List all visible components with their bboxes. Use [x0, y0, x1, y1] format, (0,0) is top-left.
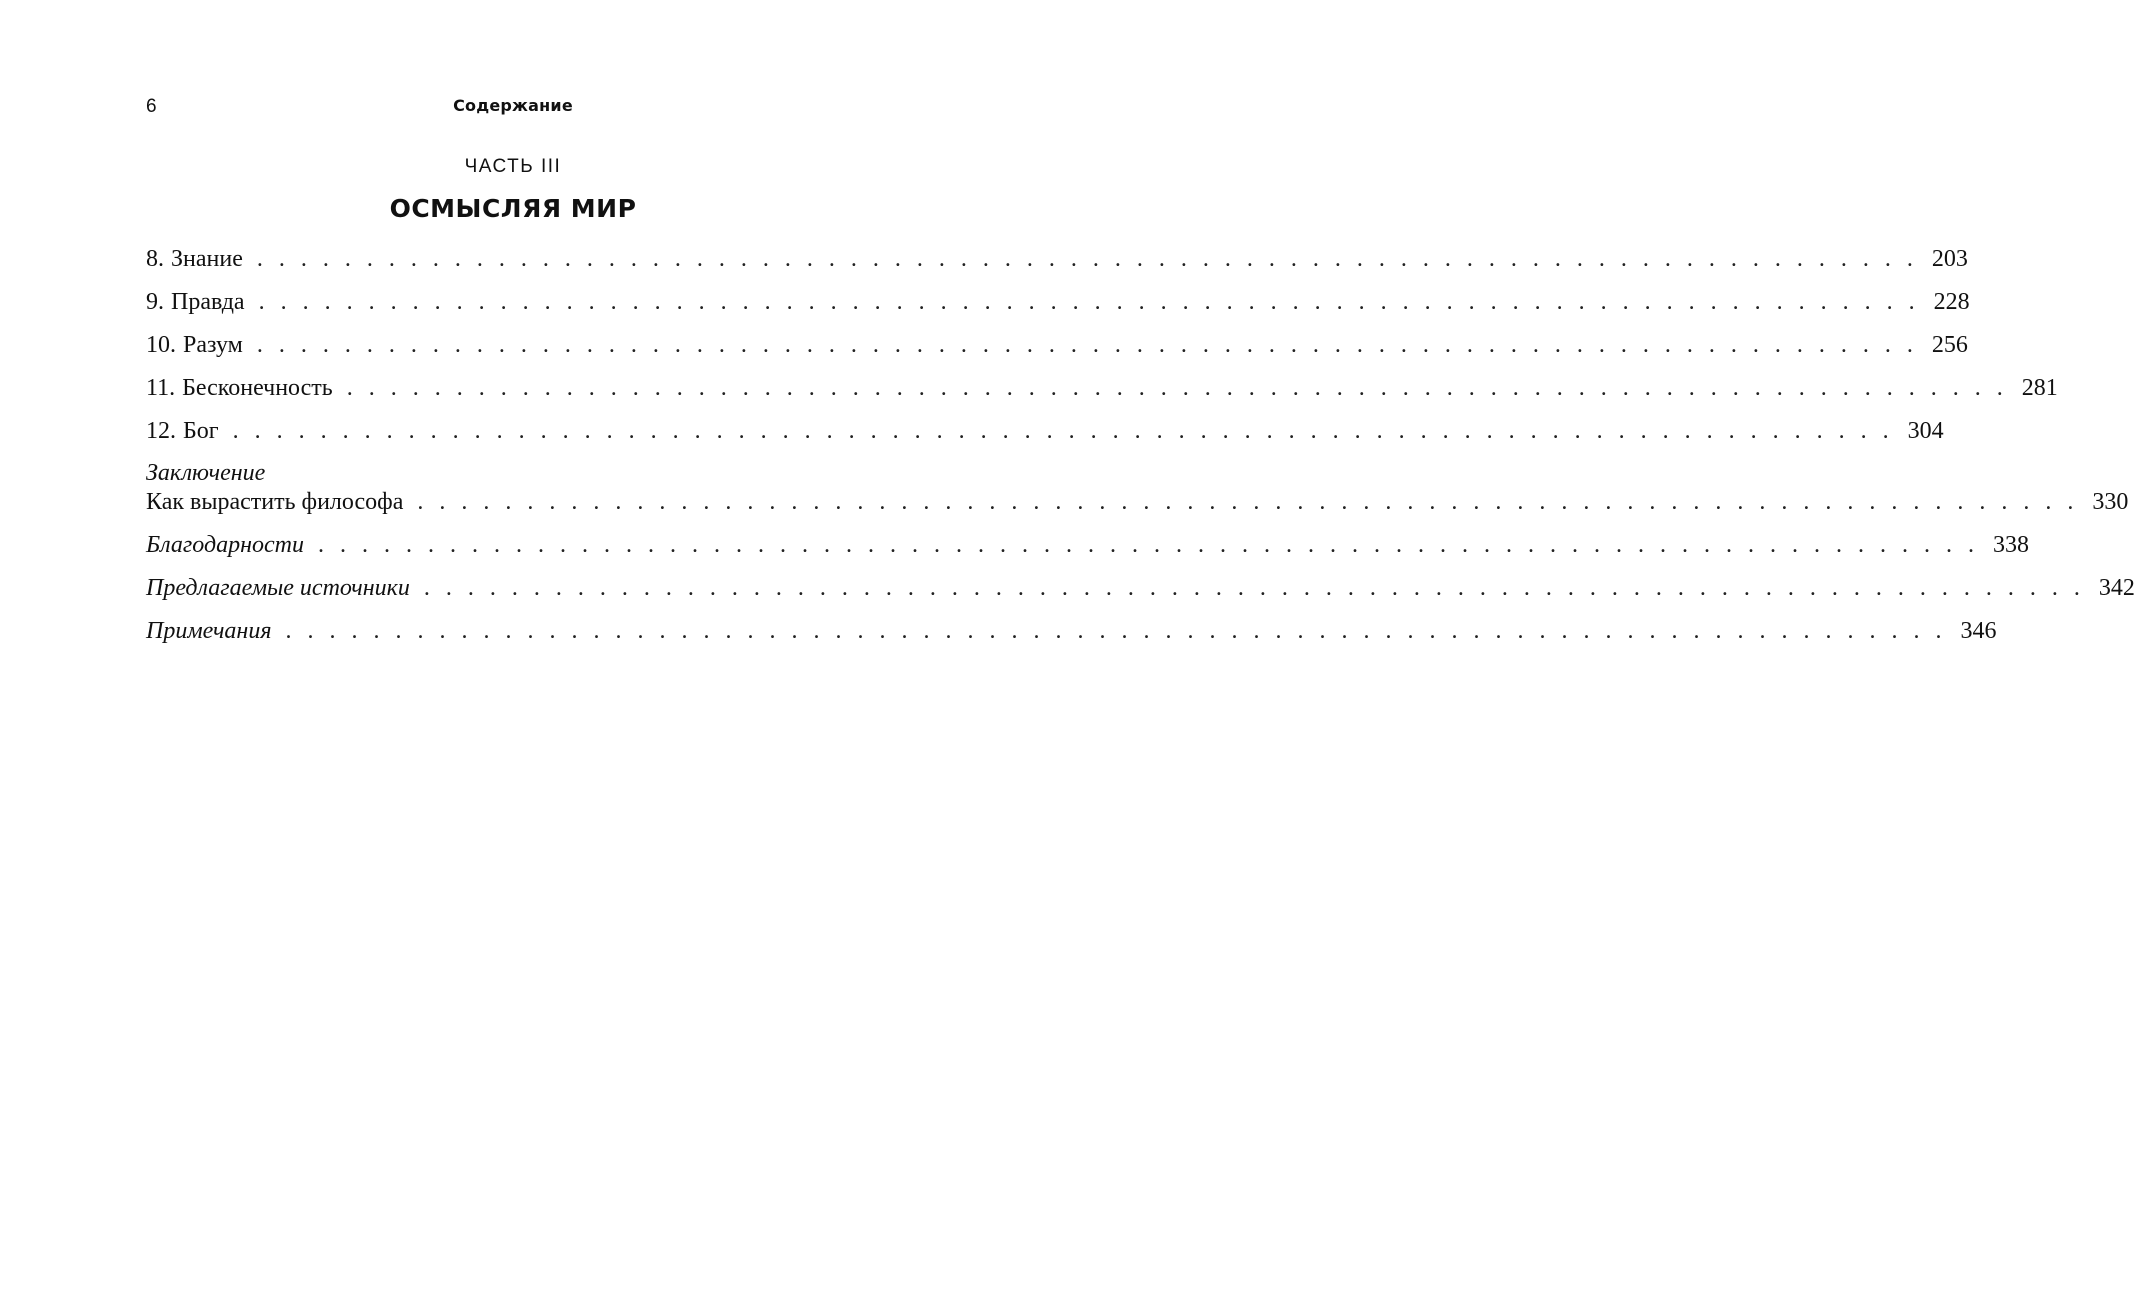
- chapter-title: Бесконечность: [182, 375, 333, 401]
- back-matter-title: Благодарности: [146, 532, 304, 558]
- chapter-page: 304: [1907, 418, 1944, 444]
- conclusion-label: Заключение: [146, 460, 266, 486]
- dot-leader: . . . . . . . . . . . . . . . . . . . . . . . . . . . . . . . . . . . . . . . . . . . . . . . . . . . . . . . . . . . . . . . . . . . . . . . . . . . .: [423, 575, 2085, 601]
- chapter-number: 11.: [146, 375, 176, 401]
- chapter-page: 203: [1931, 246, 1968, 272]
- dot-leader: . . . . . . . . . . . . . . . . . . . . . . . . . . . . . . . . . . . . . . . . . . . . . . . . . . . . . . . . . . . . . . . . . . . . . . . . . . . .: [417, 489, 2079, 515]
- back-matter-page: 346: [1960, 618, 1997, 644]
- toc-entry-god: [146, 416, 1944, 446]
- toc-entry-knowledge: [146, 244, 1968, 274]
- dot-leader: . . . . . . . . . . . . . . . . . . . . . . . . . . . . . . . . . . . . . . . . . . . . . . . . . . . . . . . . . . . . . . . . . . . . . . . . . . . .: [256, 332, 1918, 358]
- chapter-number: 9.: [146, 289, 164, 315]
- dot-leader: . . . . . . . . . . . . . . . . . . . . . . . . . . . . . . . . . . . . . . . . . . . . . . . . . . . . . . . . . . . . . . . . . . . . . . . . . . . .: [285, 618, 1947, 644]
- toc-entry-suggested-sources: [146, 573, 2135, 603]
- back-matter-title: Предлагаемые источники: [146, 575, 410, 601]
- part-label: ЧАСТЬ III: [464, 156, 562, 177]
- conclusion-title: Как вырастить философа: [146, 489, 404, 515]
- table-of-contents: [146, 244, 2135, 659]
- toc-entry-notes: [146, 616, 1997, 646]
- conclusion-page: 330: [2092, 489, 2129, 515]
- page-number: 6: [146, 96, 157, 117]
- chapter-title: Правда: [171, 289, 245, 315]
- toc-entry-truth: [146, 287, 1970, 317]
- chapter-page: 281: [2021, 375, 2058, 401]
- toc-entry-conclusion: [146, 487, 2129, 517]
- back-matter-page: 342: [2098, 575, 2135, 601]
- chapter-page: 256: [1931, 332, 1968, 358]
- dot-leader: . . . . . . . . . . . . . . . . . . . . . . . . . . . . . . . . . . . . . . . . . . . . . . . . . . . . . . . . . . . . . . . . . . . . . . . . . . . .: [232, 418, 1894, 444]
- back-matter-page: 338: [1993, 532, 2029, 558]
- dot-leader: . . . . . . . . . . . . . . . . . . . . . . . . . . . . . . . . . . . . . . . . . . . . . . . . . . . . . . . . . . . . . . . . . . . . . . . . . . . .: [256, 246, 1918, 272]
- back-matter-title: Примечания: [146, 618, 272, 644]
- chapter-title: Разум: [183, 332, 243, 358]
- chapter-number: 8.: [146, 246, 164, 272]
- part-title: ОСМЫСЛЯЯ МИР: [389, 194, 637, 223]
- chapter-title: Бог: [183, 418, 219, 444]
- chapter-page: 228: [1933, 289, 1970, 315]
- running-head: Содержание: [453, 96, 573, 115]
- chapter-number: 12.: [146, 418, 176, 444]
- chapter-title: Знание: [171, 246, 243, 272]
- dot-leader: . . . . . . . . . . . . . . . . . . . . . . . . . . . . . . . . . . . . . . . . . . . . . . . . . . . . . . . . . . . . . . . . . . . . . . . . . . . .: [318, 532, 1979, 558]
- toc-entry-mind: [146, 330, 1968, 360]
- dot-leader: . . . . . . . . . . . . . . . . . . . . . . . . . . . . . . . . . . . . . . . . . . . . . . . . . . . . . . . . . . . . . . . . . . . . . . . . . . . .: [346, 375, 2008, 401]
- chapter-number: 10.: [146, 332, 176, 358]
- toc-entry-acknowledgements: [146, 530, 2029, 560]
- toc-entry-infinity: [146, 373, 2058, 403]
- dot-leader: . . . . . . . . . . . . . . . . . . . . . . . . . . . . . . . . . . . . . . . . . . . . . . . . . . . . . . . . . . . . . . . . . . . . . . . . . . . .: [258, 289, 1920, 315]
